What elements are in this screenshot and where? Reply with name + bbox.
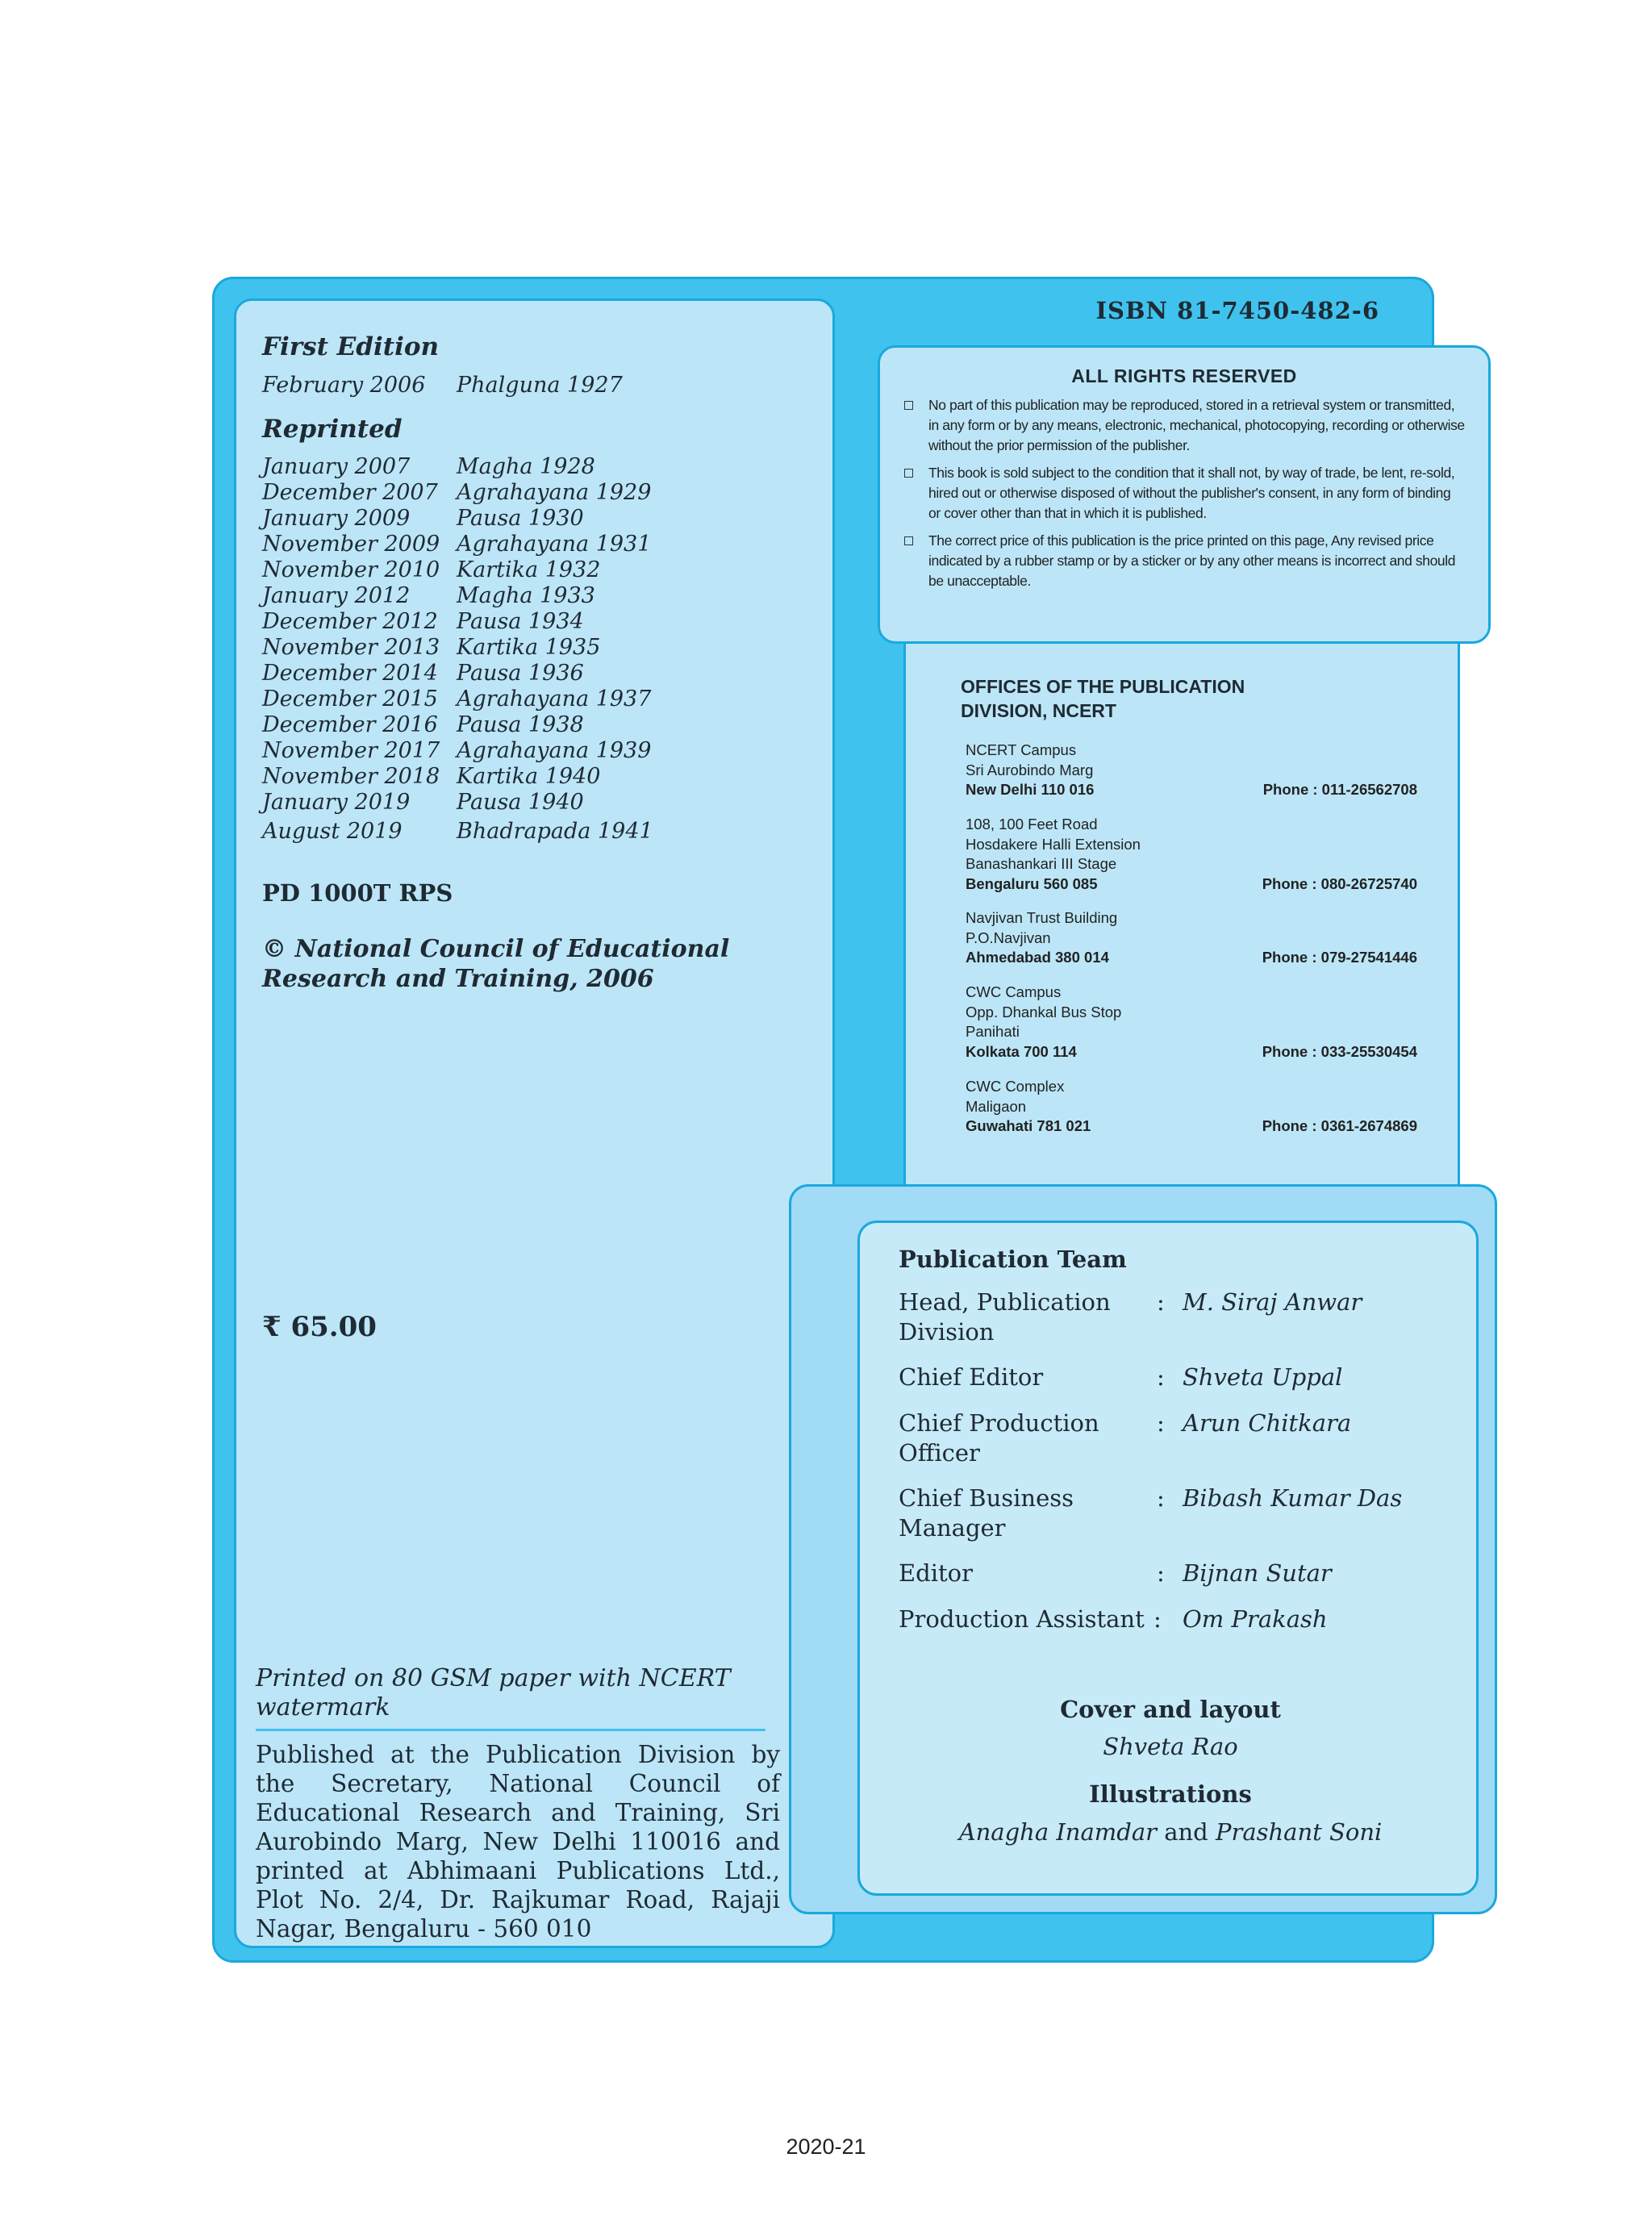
office-address-line: Maligaon [966, 1097, 1027, 1115]
office-address-line: 108, 100 Feet Road [966, 816, 1098, 833]
illustrators-line [860, 1818, 1481, 1846]
reprint-saka: Magha 1928 [457, 454, 595, 479]
team-role: Editor [899, 1559, 973, 1587]
office-guwahati [966, 1077, 1417, 1137]
office-address-line: CWC Campus [966, 983, 1062, 1000]
office-new-delhi [966, 741, 1417, 800]
reprint-month: January 2009 [262, 506, 411, 531]
office-phone: Phone : 011-26562708 [1262, 781, 1417, 798]
reprint-saka: Bhadrapada 1941 [457, 819, 653, 844]
rights-item [903, 395, 1466, 456]
office-city: Kolkata 700 114 [966, 1042, 1077, 1060]
copyright-notice: © National Council of Educational Research and Training, 2006 [262, 935, 730, 993]
reprint-saka: Kartika 1932 [457, 557, 601, 582]
team-colon: : [1157, 1288, 1165, 1316]
office-phone: Phone : 0361-2674869 [1262, 1117, 1417, 1134]
team-name: Bibash Kumar Das [1183, 1484, 1403, 1512]
divider-rule [256, 1729, 766, 1731]
reprint-month: December 2016 [262, 712, 438, 737]
reprint-saka: Pausa 1940 [457, 790, 584, 815]
team-name: Arun Chitkara [1183, 1409, 1352, 1437]
office-phone: Phone : 080-26725740 [1262, 874, 1417, 892]
checkbox-square-icon [904, 469, 913, 478]
publication-team-panel [857, 1221, 1479, 1896]
reprint-saka: Agrahayana 1939 [457, 738, 652, 763]
team-colon: : [1157, 1559, 1165, 1587]
cover-layout-heading: Cover and layout [1060, 1696, 1281, 1723]
office-address-line: P.O.Navjivan [966, 929, 1051, 946]
rights-item-text: The correct price of this publication is the price printed on this page, Any revised price indicated by a rubber stamp or by a sticker or by any other means is incorrect and should be unacceptable. [928, 532, 1456, 589]
team-role: Chief Business Manager [899, 1484, 1074, 1542]
office-address-line: Panihati [966, 1023, 1020, 1040]
team-colon: : [1157, 1409, 1165, 1437]
checkbox-square-icon [904, 401, 913, 410]
reprint-saka: Pausa 1936 [457, 661, 584, 686]
offices-panel [903, 644, 1460, 1186]
office-city: Bengaluru 560 085 [966, 874, 1098, 892]
paper-note: Printed on 80 GSM paper with NCERT watermark [256, 1664, 731, 1721]
rights-item-text: This book is sold subject to the condition that it shall not, by way of trade, be lent, re-sold, hired out or otherwise disposed of without the publisher's consent, in any form of binding or cover other than that in which it is published. [928, 465, 1455, 521]
team-role: Head, Publication Division [899, 1288, 1111, 1346]
reprint-month: November 2009 [262, 532, 440, 557]
illustrators-join: and [1164, 1818, 1208, 1846]
reprint-saka: Agrahayana 1929 [457, 480, 652, 505]
office-address-line: Hosdakere Halli Extension [966, 835, 1141, 853]
page-footer-year: 2020-21 [786, 2135, 866, 2159]
illustrator-name: Prashant Soni [1215, 1818, 1383, 1846]
reprint-saka: Agrahayana 1937 [457, 687, 652, 712]
office-address-line: NCERT Campus [966, 741, 1077, 758]
team-colon: : [1157, 1484, 1165, 1512]
published-note: Published at the Publication Division by the Secretary, National Council of Educational Research and Training, Sri Aurobindo Marg, New Delhi 110016 and printed at Abhimaani Publications Ltd., Plot No. 2/4, Dr. Rajkumar Road, Rajaji Nagar, Bengaluru - 560 010 [256, 1741, 780, 1943]
reprint-month: November 2017 [262, 738, 440, 763]
reprint-month: December 2007 [262, 480, 438, 505]
team-role: Chief Editor [899, 1363, 1044, 1391]
reprint-month: January 2012 [262, 583, 411, 608]
reprint-saka: Kartika 1940 [457, 764, 601, 789]
team-colon: : [1157, 1363, 1165, 1391]
office-address-line: CWC Complex [966, 1078, 1065, 1095]
edition-saka: Phalguna 1927 [457, 373, 623, 398]
offices-heading: OFFICES OF THE PUBLICATION DIVISION, NCERT [961, 676, 1245, 721]
office-address-line: Banashankari III Stage [966, 855, 1117, 872]
rights-item-text: No part of this publication may be reproduced, stored in a retrieval system or transmitted, in any form or by any means, electronic, mechanical, photocopying, recording or otherwise without the prior permission of the publisher. [928, 397, 1465, 453]
rights-item [903, 531, 1466, 591]
first-edition-heading: First Edition [262, 332, 440, 361]
team-name: Bijnan Sutar [1183, 1559, 1332, 1587]
illustrations-heading: Illustrations [1089, 1780, 1252, 1808]
reprint-month: December 2015 [262, 687, 438, 712]
edition-month: February 2006 [262, 373, 426, 398]
checkbox-square-icon [904, 536, 913, 545]
office-phone: Phone : 079-27541446 [1262, 949, 1417, 966]
rights-panel [878, 345, 1491, 644]
office-phone: Phone : 033-25530454 [1262, 1042, 1417, 1060]
office-bengaluru [966, 815, 1417, 894]
team-role: Production Assistant [899, 1605, 1145, 1633]
reprint-month: January 2019 [262, 790, 411, 815]
reprint-saka: Pausa 1938 [457, 712, 584, 737]
team-name: M. Siraj Anwar [1183, 1288, 1362, 1316]
office-address-line: Opp. Dhankal Bus Stop [966, 1003, 1122, 1020]
reprint-month: January 2007 [262, 454, 411, 479]
reprint-month: November 2010 [262, 557, 440, 582]
office-ahmedabad [966, 908, 1417, 968]
reprint-month: November 2018 [262, 764, 440, 789]
reprinted-heading: Reprinted [262, 415, 403, 444]
team-colon: : [1153, 1605, 1162, 1633]
office-city: Ahmedabad 380 014 [966, 949, 1109, 966]
reprint-saka: Pausa 1930 [457, 506, 584, 531]
office-city: Guwahati 781 021 [966, 1117, 1091, 1134]
rights-list [880, 395, 1488, 591]
rights-item [903, 463, 1466, 524]
isbn: ISBN 81-7450-482-6 [1095, 297, 1379, 324]
reprint-month: August 2019 [262, 819, 403, 844]
reprint-saka: Kartika 1935 [457, 635, 601, 660]
office-city: New Delhi 110 016 [966, 781, 1095, 798]
office-address-line: Navjivan Trust Building [966, 909, 1118, 926]
illustrator-name: Anagha Inamdar [958, 1818, 1157, 1846]
price: ₹ 65.00 [262, 1311, 377, 1343]
team-name: Om Prakash [1183, 1605, 1328, 1633]
team-role: Chief Production Officer [899, 1409, 1099, 1467]
reprint-month: December 2014 [262, 661, 438, 686]
rights-heading: ALL RIGHTS RESERVED [1071, 365, 1297, 386]
reprint-saka: Pausa 1934 [457, 609, 584, 634]
office-kolkata [966, 983, 1417, 1062]
reprint-month: November 2013 [262, 635, 440, 660]
reprint-month: December 2012 [262, 609, 438, 634]
cover-layout-name: Shveta Rao [1103, 1733, 1238, 1760]
team-name: Shveta Uppal [1183, 1363, 1343, 1391]
reprint-saka: Magha 1933 [457, 583, 595, 608]
pd-code: PD 1000T RPS [262, 879, 453, 907]
team-heading: Publication Team [899, 1246, 1127, 1273]
reprint-saka: Agrahayana 1931 [457, 532, 652, 557]
office-address-line: Sri Aurobindo Marg [966, 761, 1094, 778]
